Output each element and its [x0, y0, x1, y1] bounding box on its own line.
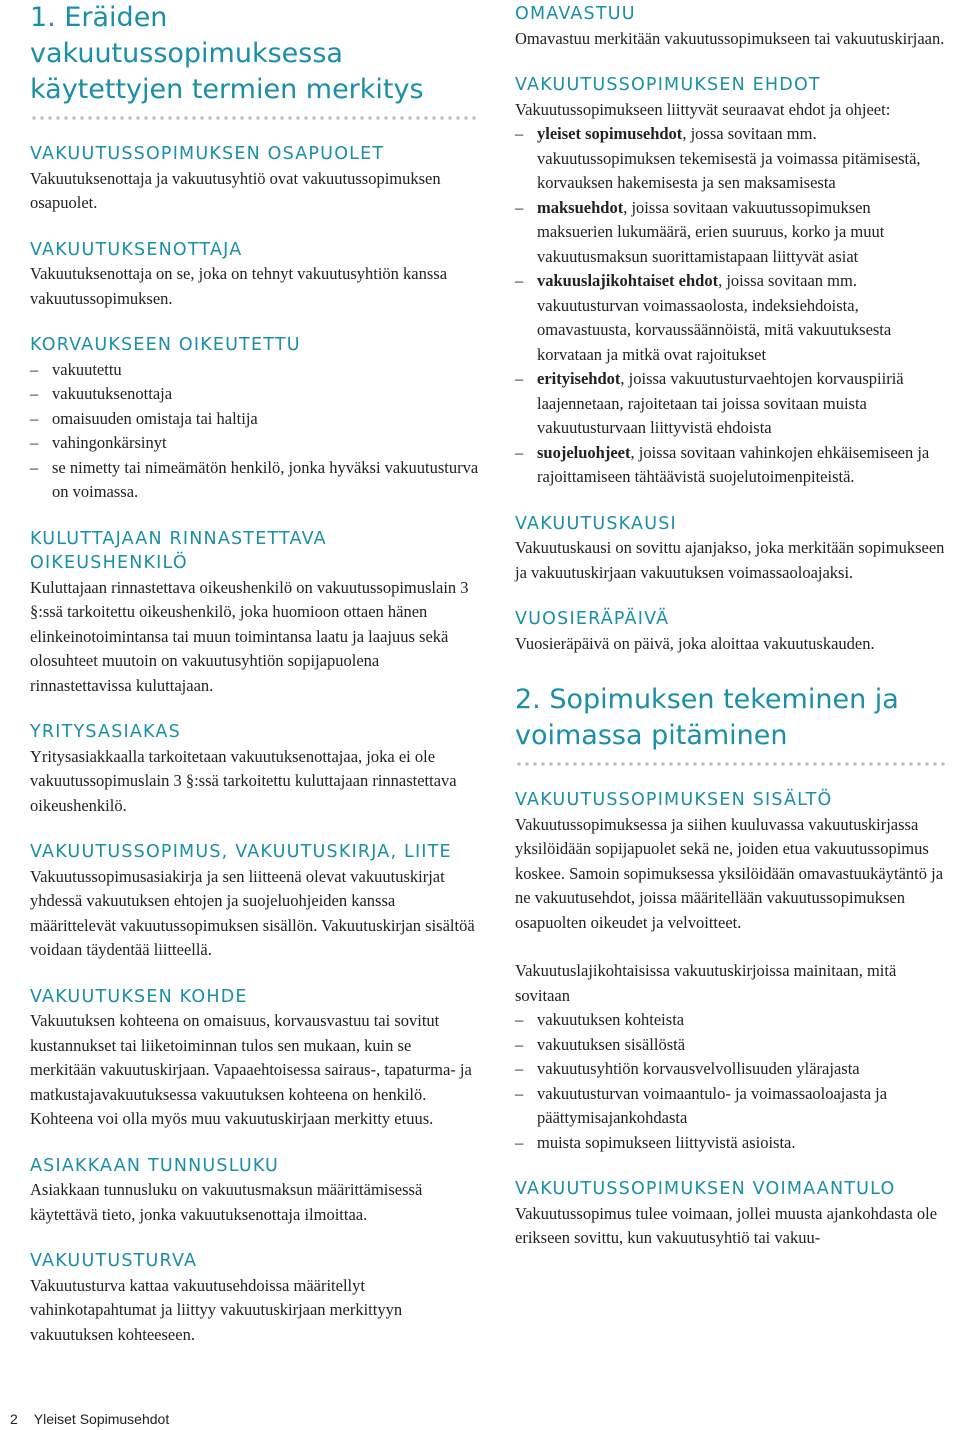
list-item: – vakuutettu: [30, 358, 480, 383]
list-item: – se nimetty tai nimeämätön henkilö, jonka hyväksi vakuutusturva on voimassa.: [30, 456, 480, 505]
list-item: – vakuutusturvan voimaantulo- ja voimassaoloajasta ja päättymisajankohdasta: [515, 1082, 945, 1131]
heading-korvaukseen-oikeutettu: KORVAUKSEEN OIKEUTETTU: [30, 335, 301, 355]
list-item: [515, 441, 945, 490]
list-item: [515, 367, 945, 441]
heading-vakuutuksenottaja: VAKUUTUKSENOTTAJA: [30, 239, 243, 260]
heading-sopimuksen-ehdot: VAKUUTUSSOPIMUKSEN EHDOT: [515, 75, 821, 95]
text-kuluttajaan-rinnastettava: Kuluttajaan rinnastettava oikeushenkilö on vakuutussopimuslain 3 §:ssä tarkoitettu oikeushenkilö, joka huomioon ottaen hänen elinkeinotoimintansa tai muun toimintansa laatu ja laajuus sekä olosuhteet muutoin on vakuutusyhtiön sopijapuolena rinnastettavissa kuluttajaan.: [30, 577, 469, 695]
heading-vakuutuksen-kohde: VAKUUTUKSEN KOHDE: [30, 986, 248, 1007]
term-description: , joissa vakuutusturvaehtojen korvauspiiriä laajennetaan, rajoitetaan tai joissa sovitaan muista vakuutusturvaan liittyvistä ehdoista: [537, 369, 904, 437]
text-osapuolet: Vakuutuksenottaja ja vakuutusyhtiö ovat vakuutussopimuksen osapuolet.: [30, 168, 441, 212]
heading-omavastuu: OMAVASTUU: [515, 4, 636, 24]
list-sopimuksen-sisalto: [515, 1008, 945, 1155]
list-sopimuksen-ehdot: [515, 122, 945, 490]
section-1-heading: 1. Eräiden vakuutussopimuksessa käytettyjen termien merkitys: [30, 2, 424, 105]
term: erityisehdot: [537, 369, 621, 388]
term: maksuehdot: [537, 197, 624, 217]
dotted-divider: [515, 762, 945, 766]
heading-vakuutussopimus: VAKUUTUSSOPIMUS, VAKUUTUSKIRJA, LIITE: [30, 842, 452, 862]
heading-kuluttajaan-rinnastettava: KULUTTAJAAN RINNASTETTAVA OIKEUSHENKILÖ: [30, 528, 327, 573]
heading-asiakkaan-tunnusluku: ASIAKKAAN TUNNUSLUKU: [30, 1155, 280, 1176]
text-sopimuksen-sisalto: Vakuutussopimuksessa ja siihen kuuluvassa vakuutuskirjassa yksilöidään sopijapuolet sekä ne, joiden etua vakuutussopimus koskee. Samoin sopimuksessa yksilöidään omavastuukäytäntö ja ne vakuutusehdot, joissa määritellään vakuutussopimuksen osapuolten oikeudet ja velvoitteet.: [515, 814, 944, 932]
list-item: [515, 122, 945, 196]
left-column: [30, 0, 480, 1347]
list-item: – omaisuuden omistaja tai haltija: [30, 407, 480, 432]
term-description: , joissa sovitaan mm. vakuutusturvan voimassaolosta, indeksiehdoista, omavastuusta, korvaussäännöistä, mitä vakuutuksesta korvataan ja mitkä ovat rajoitukset: [537, 271, 892, 364]
list-item: – muista sopimukseen liittyvistä asioista.: [515, 1131, 945, 1156]
term: suojeluohjeet: [537, 442, 631, 462]
page-number: 2: [10, 1411, 18, 1427]
list-item: [515, 196, 945, 270]
text-sopimuksen-voimaantulo: Vakuutussopimus tulee voimaan, jollei muusta ajankohdasta ole erikseen sovittu, kun vakuutusyhtiö tai vakuu-: [515, 1203, 938, 1247]
dotted-divider: [30, 116, 480, 120]
list-item: – vakuutuksen sisällöstä: [515, 1033, 945, 1058]
text-vakuutuksenottaja: Vakuutuksenottaja on se, joka on tehnyt vakuutusyhtiön kanssa vakuutussopimuksen.: [30, 264, 448, 308]
list-korvaukseen-oikeutettu: [30, 358, 480, 505]
text-omavastuu: Omavastuu merkitään vakuutussopimukseen tai vakuutuskirjaan.: [515, 28, 945, 48]
text-vuosierapaiva: Vuosieräpäivä on päivä, joka aloittaa vakuutuskauden.: [515, 633, 875, 653]
text-asiakkaan-tunnusluku: Asiakkaan tunnusluku on vakuutusmaksun määrittämisessä käytettävä tieto, jonka vakuutuksenottaja ilmoittaa.: [30, 1180, 423, 1224]
term-description: , joissa sovitaan vakuutussopimuksen maksuerien lukumäärä, erien suuruus, korko ja muut vakuutusmaksun suorittamistapaan liittyvät asiat: [537, 197, 885, 266]
heading-vuosierapaiva: VUOSIERÄPÄIVÄ: [515, 609, 670, 629]
list-item: – vahingonkärsinyt: [30, 431, 480, 456]
term: vakuuslajikohtaiset ehdot: [537, 271, 719, 290]
heading-sopimuksen-voimaantulo: VAKUUTUSSOPIMUKSEN VOIMAANTULO: [515, 1179, 896, 1199]
right-column: [515, 0, 945, 1251]
heading-yritysasiakas: YRITYSASIAKAS: [30, 722, 181, 742]
text-sopimuksen-sisalto-2: Vakuutuslajikohtaisissa vakuutuskirjoissa mainitaan, mitä sovitaan: [515, 961, 897, 1005]
heading-vakuutusturva: VAKUUTUSTURVA: [30, 1251, 198, 1271]
term-description: , jossa sovitaan mm. vakuutussopimuksen tekemisestä ja voimassa pitämisestä, korvauksen hakemisesta ja sen maksamisesta: [537, 124, 921, 192]
text-vakuutussopimus: Vakuutussopimusasiakirja ja sen liitteenä olevat vakuutuskirjat yhdessä vakuutuksen ehtojen ja suojeluohjeiden kanssa määrittelevät vakuutussopimuksen sisällön. Vakuutuskirjan sisältöä voidaan täydentää liitteellä.: [30, 866, 475, 959]
heading-sopimuksen-sisalto: VAKUUTUSSOPIMUKSEN SISÄLTÖ: [515, 790, 833, 810]
list-item: [515, 269, 945, 367]
text-yritysasiakas: Yritysasiakkaalla tarkoitetaan vakuutuksenottajaa, joka ei ole vakuutussopimuslain 3 §:ssä tarkoitettu kuluttajaan rinnastettava oikeushenkilö.: [30, 746, 457, 815]
document-title: Yleiset Sopimusehdot: [33, 1411, 170, 1427]
list-item: – vakuutuksen kohteista: [515, 1008, 945, 1033]
list-item: – vakuutusyhtiön korvausvelvollisuuden ylärajasta: [515, 1057, 945, 1082]
text-sopimuksen-ehdot-intro: Vakuutussopimukseen liittyvät seuraavat ehdot ja ohjeet:: [515, 99, 891, 119]
page-footer: [10, 1411, 185, 1427]
text-vakuutuskausi: Vakuutuskausi on sovittu ajanjakso, joka merkitään sopimukseen ja vakuutuskirjaan vakuutuksen voimassaoloajaksi.: [515, 538, 945, 582]
term-description: , joissa sovitaan vahinkojen ehkäisemiseen ja rajoittamiseen tähtäävistä suojelutoimenpiteistä.: [537, 442, 930, 486]
text-vakuutuksen-kohde: Vakuutuksen kohteena on omaisuus, korvausvastuu tai sovitut kustannukset tai liiketoiminnan tulos sen mukaan, kuin se merkitään vakuutuskirjaan. Vapaaehtoisessa sairaus-, tapaturma- ja matkustajavakuutuksessa vakuutuksen kohteena on henkilö. Kohteena voi olla myös muu vakuutuskirjaan merkitty etuus.: [30, 1011, 472, 1128]
heading-osapuolet: VAKUUTUSSOPIMUKSEN OSAPUOLET: [30, 144, 385, 164]
text-vakuutusturva: Vakuutusturva kattaa vakuutusehdoissa määritellyt vahinkotapahtumat ja liittyy vakuutuskirjaan merkittyyn vakuutuksen kohteeseen.: [30, 1275, 403, 1344]
term: yleiset sopimusehdot: [537, 124, 683, 143]
section-2-heading: 2. Sopimuksen tekeminen ja voimassa pitäminen: [515, 684, 899, 751]
list-item: – vakuutuksenottaja: [30, 382, 480, 407]
heading-vakuutuskausi: VAKUUTUSKAUSI: [515, 513, 677, 534]
